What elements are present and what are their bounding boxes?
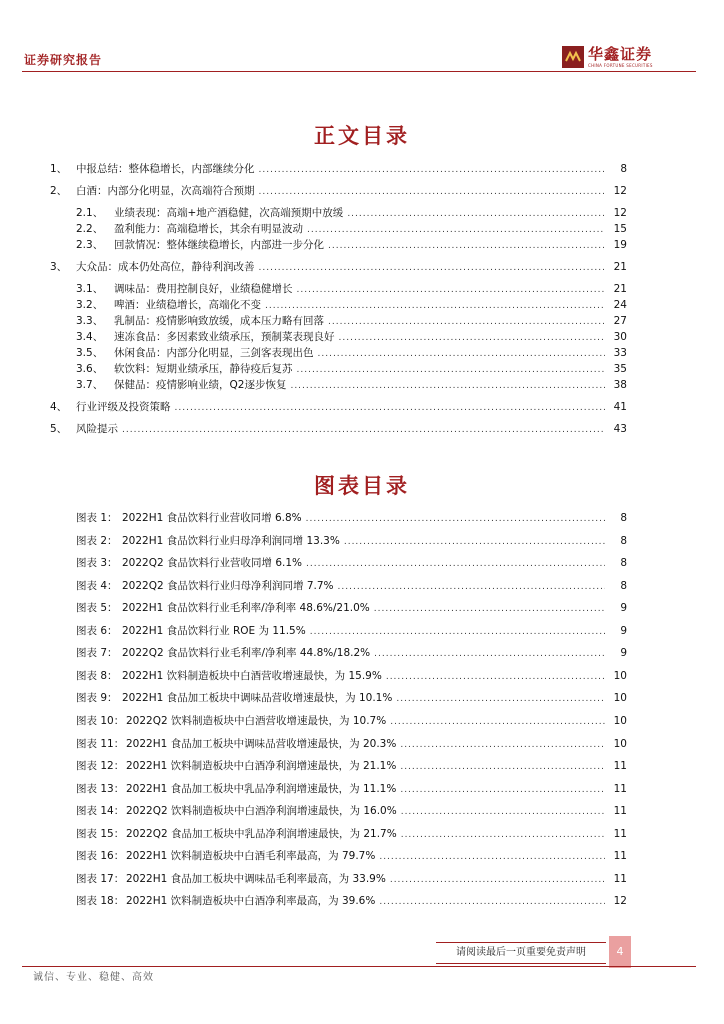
toc-subsection-row[interactable] (76, 206, 627, 220)
header-divider (22, 71, 696, 72)
toc-leader-dots (396, 692, 605, 706)
toc-entry-page: 8 (620, 535, 627, 547)
toc-entry-text: 2022Q2 食品饮料行业毛利率/净利率 44.8%/18.2% (122, 647, 371, 659)
figure-toc-row[interactable] (76, 534, 627, 548)
toc-entry-number: 2.1、 (76, 207, 104, 219)
toc-entry-number: 3.2、 (76, 299, 104, 311)
toc-leader-dots (400, 783, 605, 797)
toc-entry-page: 12 (613, 207, 627, 219)
toc-entry-number: 2、 (50, 185, 68, 197)
toc-entry-number: 图表 5： (76, 602, 118, 614)
figure-toc-title: 图表目录 (314, 473, 410, 498)
toc-leader-dots (297, 283, 606, 297)
toc-entry-page: 11 (613, 850, 627, 862)
figure-toc-row[interactable] (76, 894, 627, 908)
figure-toc-row[interactable] (76, 759, 627, 773)
toc-entry-page: 8 (620, 512, 627, 524)
toc-entry-number: 图表 15： (76, 828, 125, 840)
toc-entry-text: 调味品：费用控制良好，业绩稳健增长 (114, 283, 293, 295)
toc-entry-page: 11 (613, 873, 627, 885)
toc-leader-dots (379, 895, 605, 909)
company-slogan: 诚信、专业、稳健、高效 (33, 972, 154, 983)
figure-toc-row[interactable] (76, 669, 627, 683)
toc-subsection-row[interactable] (76, 378, 627, 392)
toc-entry-number: 1、 (50, 163, 68, 175)
toc-entry-text: 2022Q2 食品饮料行业营收同增 6.1% (122, 557, 303, 569)
toc-leader-dots (307, 223, 605, 237)
toc-entry-number: 图表 16： (76, 850, 125, 862)
toc-entry-text: 休闲食品：内部分化明显，三剑客表现出色 (114, 347, 314, 359)
toc-entry-number: 图表 17： (76, 873, 125, 885)
toc-entry-text: 2022Q2 食品加工板块中乳品净利润增速最快，为 21.7% (126, 828, 397, 840)
toc-entry-page: 8 (620, 580, 627, 592)
toc-section-row[interactable] (50, 162, 627, 176)
toc-entry-number: 图表 2： (76, 535, 118, 547)
toc-entry-text: 2022H1 食品饮料行业毛利率/净利率 48.6%/21.0% (122, 602, 370, 614)
figure-toc-row[interactable] (76, 849, 627, 863)
toc-entry-number: 图表 10： (76, 715, 125, 727)
toc-leader-dots (122, 423, 605, 437)
toc-entry-number: 3.1、 (76, 283, 104, 295)
toc-entry-page: 12 (613, 185, 627, 197)
toc-section-row[interactable] (50, 400, 627, 414)
toc-entry-number: 图表 1： (76, 512, 118, 524)
toc-entry-number: 3、 (50, 261, 68, 273)
toc-subsection-row[interactable] (76, 238, 627, 252)
toc-entry-page: 8 (620, 557, 627, 569)
toc-entry-page: 10 (613, 738, 627, 750)
toc-entry-text: 2022H1 食品饮料行业 ROE 为 11.5% (122, 625, 306, 637)
toc-entry-number: 图表 4： (76, 580, 118, 592)
toc-entry-text: 盈利能力：高端稳增长，其余有明显波动 (114, 223, 303, 235)
toc-entry-text: 回款情况：整体继续稳增长，内部进一步分化 (114, 239, 324, 251)
toc-entry-text: 2022H1 食品加工板块中调味品毛利率最高，为 33.9% (126, 873, 386, 885)
toc-subsection-row[interactable] (76, 362, 627, 376)
toc-entry-text: 行业评级及投资策略 (76, 401, 171, 413)
toc-entry-text: 2022Q2 饮料制造板块中白酒净利润增速最快，为 16.0% (126, 805, 397, 817)
toc-leader-dots (175, 401, 606, 415)
toc-entry-text: 2022H1 食品加工板块中调味品营收增速最快，为 10.1% (122, 692, 393, 704)
toc-entry-text: 2022H1 食品加工板块中调味品营收增速最快，为 20.3% (126, 738, 397, 750)
toc-entry-page: 30 (613, 331, 627, 343)
figure-toc-row[interactable] (76, 511, 627, 525)
logo-mark-icon (562, 46, 584, 68)
toc-leader-dots (339, 331, 606, 345)
footer-divider (22, 966, 696, 967)
toc-entry-page: 9 (620, 602, 627, 614)
toc-subsection-row[interactable] (76, 298, 627, 312)
toc-leader-dots (310, 625, 605, 639)
figure-toc-row[interactable] (76, 579, 627, 593)
toc-entry-page: 11 (613, 783, 627, 795)
toc-section-row[interactable] (50, 422, 627, 436)
toc-entry-text: 乳制品：疫情影响致放缓，成本压力略有回落 (114, 315, 324, 327)
figure-toc-row[interactable] (76, 872, 627, 886)
toc-entry-page: 43 (613, 423, 627, 435)
toc-section-row[interactable] (50, 260, 627, 274)
toc-leader-dots (328, 315, 605, 329)
toc-entry-page: 10 (613, 692, 627, 704)
toc-leader-dots (347, 207, 605, 221)
toc-entry-page: 33 (613, 347, 627, 359)
toc-leader-dots (290, 379, 605, 393)
toc-entry-page: 9 (620, 625, 627, 637)
toc-entry-page: 38 (613, 379, 627, 391)
toc-entry-text: 2022Q2 饮料制造板块中白酒营收增速最快，为 10.7% (126, 715, 387, 727)
toc-entry-number: 图表 9： (76, 692, 118, 704)
toc-entry-page: 21 (613, 283, 627, 295)
toc-subsection-row[interactable] (76, 330, 627, 344)
toc-leader-dots (318, 347, 606, 361)
toc-entry-text: 业绩表现：高端+地产酒稳健，次高端预期中放缓 (114, 207, 344, 219)
toc-leader-dots (390, 715, 605, 729)
toc-entry-text: 速冻食品：多因素致业绩承压，预制菜表现良好 (114, 331, 335, 343)
toc-entry-number: 2.3、 (76, 239, 104, 251)
toc-entry-text: 2022H1 饮料制造板块中白酒毛利率最高，为 79.7% (126, 850, 376, 862)
toc-entry-number: 2.2、 (76, 223, 104, 235)
toc-entry-page: 19 (613, 239, 627, 251)
toc-leader-dots (259, 163, 606, 177)
toc-entry-page: 12 (613, 895, 627, 907)
toc-leader-dots (259, 185, 606, 199)
toc-leader-dots (374, 647, 605, 661)
toc-entry-number: 3.7、 (76, 379, 104, 391)
toc-entry-number: 3.5、 (76, 347, 104, 359)
toc-entry-number: 图表 13： (76, 783, 125, 795)
toc-leader-dots (401, 805, 605, 819)
figure-toc-row[interactable] (76, 827, 627, 841)
toc-entry-page: 10 (613, 715, 627, 727)
toc-entry-number: 图表 7： (76, 647, 118, 659)
toc-leader-dots (400, 760, 605, 774)
toc-subsection-row[interactable] (76, 222, 627, 236)
toc-entry-number: 图表 14： (76, 805, 125, 817)
toc-entry-text: 2022H1 食品加工板块中乳品净利润增速最快，为 11.1% (126, 783, 397, 795)
toc-entry-text: 2022H1 食品饮料行业归母净利润同增 13.3% (122, 535, 340, 547)
toc-entry-page: 9 (620, 647, 627, 659)
disclaimer-notice: 请阅读最后一页重要免责声明 (436, 942, 606, 964)
toc-entry-number: 3.3、 (76, 315, 104, 327)
toc-entry-text: 2022H1 饮料制造板块中白酒营收增速最快，为 15.9% (122, 670, 382, 682)
toc-entry-number: 3.4、 (76, 331, 104, 343)
toc-entry-number: 图表 8： (76, 670, 118, 682)
toc-entry-number: 图表 3： (76, 557, 118, 569)
figure-toc-row[interactable] (76, 556, 627, 570)
toc-entry-number: 图表 11： (76, 738, 125, 750)
logo-english-name: CHINA FORTUNE SECURITIES (588, 63, 653, 68)
toc-entry-page: 10 (613, 670, 627, 682)
toc-entry-number: 图表 12： (76, 760, 125, 772)
toc-leader-dots (265, 299, 605, 313)
toc-entry-number: 4、 (50, 401, 68, 413)
toc-entry-text: 2022H1 饮料制造板块中白酒净利率最高，为 39.6% (126, 895, 376, 907)
toc-leader-dots (338, 580, 605, 594)
toc-entry-text: 中报总结：整体稳增长，内部继续分化 (76, 163, 255, 175)
toc-subsection-row[interactable] (76, 346, 627, 360)
toc-entry-page: 27 (613, 315, 627, 327)
toc-entry-page: 11 (613, 828, 627, 840)
toc-entry-page: 41 (613, 401, 627, 413)
figure-toc-row[interactable] (76, 691, 627, 705)
toc-section-row[interactable] (50, 184, 627, 198)
toc-entry-text: 软饮料：短期业绩承压，静待疫后复苏 (114, 363, 293, 375)
toc-entry-number: 5、 (50, 423, 68, 435)
toc-leader-dots (374, 602, 605, 616)
report-type-label: 证券研究报告 (24, 53, 103, 67)
figure-toc-row[interactable] (76, 782, 627, 796)
toc-entry-page: 21 (613, 261, 627, 273)
figure-toc-row[interactable] (76, 737, 627, 751)
toc-leader-dots (306, 512, 605, 526)
figure-toc-row[interactable] (76, 804, 627, 818)
toc-entry-text: 白酒：内部分化明显，次高端符合预期 (76, 185, 255, 197)
toc-leader-dots (328, 239, 605, 253)
figure-toc-row[interactable] (76, 601, 627, 615)
toc-leader-dots (386, 670, 605, 684)
toc-entry-number: 图表 18： (76, 895, 125, 907)
toc-entry-text: 啤酒：业绩稳增长，高端化不变 (114, 299, 261, 311)
toc-subsection-row[interactable] (76, 282, 627, 296)
toc-entry-page: 35 (613, 363, 627, 375)
logo-chinese-name: 华鑫证券 (588, 45, 653, 63)
figure-toc-row[interactable] (76, 624, 627, 638)
company-logo (562, 46, 653, 68)
toc-entry-text: 保健品：疫情影响业绩，Q2逐步恢复 (114, 379, 287, 391)
toc-leader-dots (379, 850, 605, 864)
figure-toc-row[interactable] (76, 714, 627, 728)
toc-entry-page: 24 (613, 299, 627, 311)
toc-leader-dots (344, 535, 605, 549)
toc-leader-dots (400, 738, 605, 752)
toc-entry-page: 8 (620, 163, 627, 175)
toc-leader-dots (390, 873, 605, 887)
toc-entry-page: 11 (613, 760, 627, 772)
toc-subsection-row[interactable] (76, 314, 627, 328)
toc-entry-text: 风险提示 (76, 423, 118, 435)
figure-toc-row[interactable] (76, 646, 627, 660)
toc-entry-text: 大众品：成本仍处高位，静待利润改善 (76, 261, 255, 273)
toc-entry-page: 11 (613, 805, 627, 817)
toc-leader-dots (306, 557, 605, 571)
toc-entry-number: 3.6、 (76, 363, 104, 375)
toc-entry-text: 2022H1 饮料制造板块中白酒净利润增速最快，为 21.1% (126, 760, 397, 772)
toc-leader-dots (297, 363, 606, 377)
toc-leader-dots (401, 828, 605, 842)
toc-entry-text: 2022H1 食品饮料行业营收同增 6.8% (122, 512, 302, 524)
toc-entry-text: 2022Q2 食品饮料行业归母净利润同增 7.7% (122, 580, 334, 592)
toc-entry-number: 图表 6： (76, 625, 118, 637)
page-number: 4 (609, 936, 631, 968)
toc-entry-page: 15 (613, 223, 627, 235)
toc-leader-dots (259, 261, 606, 275)
main-toc-title: 正文目录 (314, 123, 410, 148)
